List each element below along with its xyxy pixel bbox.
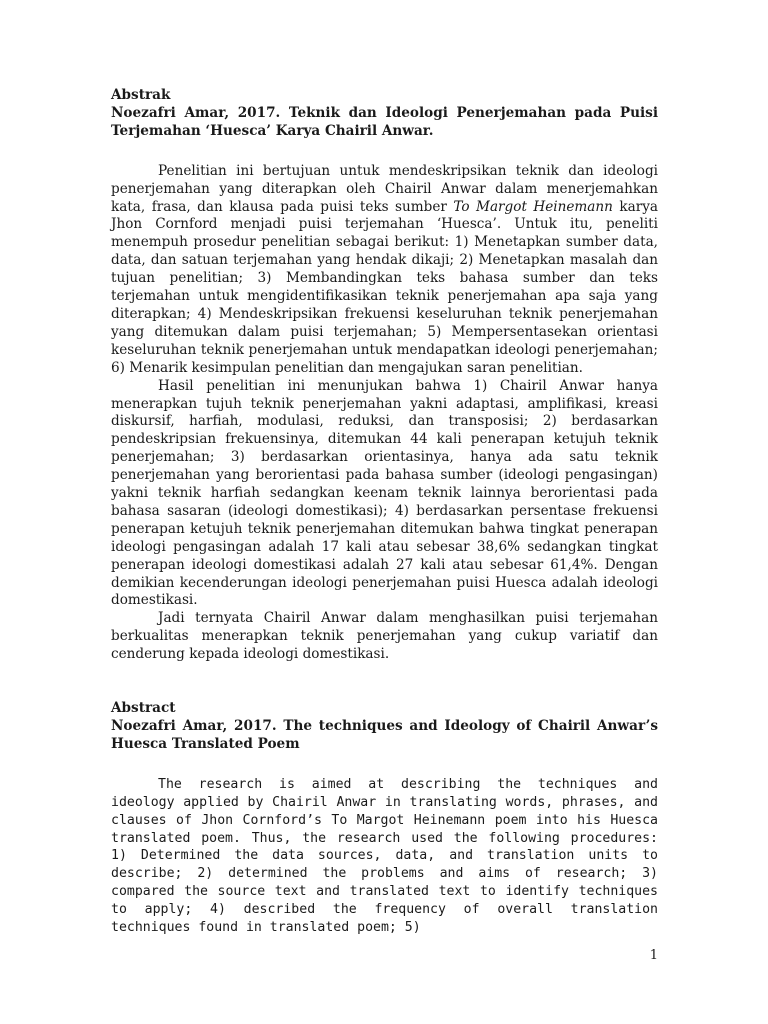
document-page bbox=[111, 87, 658, 937]
abstract-section bbox=[111, 700, 658, 937]
abstrak-p1-italic-title: To Margot Heinemann bbox=[453, 198, 613, 215]
abstrak-paragraph-2: Hasil penelitian ini menunjukan bahwa 1) Chairil Anwar hanya menerapkan tujuh teknik penerjemahan yakni adaptasi, amplifikasi, kreasi diskursif, harfiah, modulasi, reduksi, dan transposisi; 2) berdasarkan pendeskripsian frekuensinya, ditemukan 44 kali penerapan ketujuh teknik penerjemahan; 3) berdasarkan orientasinya, hanya ada satu teknik penerjemahan yang berorientasi pada bahasa sumber (ideologi pengasingan) yakni teknik harfiah sedangkan keenam teknik lainnya berorientasi pada bahasa sasaran (ideologi domestikasi); 4) berdasarkan persentase frekuensi penerapan ketujuh teknik penerjemahan ditemukan bahwa tingkat penerapan ideologi pengasingan adalah 17 kali atau sebesar 38,6% sedangkan tingkat penerapan ideologi domestikasi adalah 27 kali atau sebesar 61,4%. Dengan demikian kecenderungan ideologi penerjemahan puisi Huesca adalah ideologi domestikasi. bbox=[111, 377, 658, 609]
abstrak-heading: Abstrak bbox=[111, 87, 171, 103]
abstrak-paragraph-3: Jadi ternyata Chairil Anwar dalam menghasilkan puisi terjemahan berkualitas menerapkan teknik penerjemahan yang cukup variatif dan cenderung kepada ideologi domestikasi. bbox=[111, 610, 658, 663]
abstract-paragraph-1: The research is aimed at describing the techniques and ideology applied by Chairil Anwar in translating words, phrases, and clauses of Jhon Cornford’s To Margot Heinemann poem into his Huesca translated poem. Thus, the research used the following procedures: 1) Determined the data sources, data, and translation units to describe; 2) determined the problems and aims of research; 3) compared the source text and translated text to identify techniques to apply; 4) described the frequency of overall translation techniques found in translated poem; 5) bbox=[111, 776, 658, 936]
abstrak-p1-text-b: karya Jhon Cornford menjadi puisi terjemahan ‘Huesca’. Untuk itu, peneliti menempuh prosedur penelitian sebagai berikut: 1) Menetapkan sumber data, data, dan satuan terjemahan yang hendak dikaji; 2) Menetapkan masalah dan tujuan penelitian; 3) Membandingkan teks bahasa sumber dan teks terjemahan untuk mengidentifikasikan teknik penerjemahan apa saja yang diterapkan; 4) Mendeskripsikan frekuensi keseluruhan teknik penerjemahan yang ditemukan dalam puisi terjemahan; 5) Mempersentasekan orientasi keseluruhan teknik penerjemahan untuk mendapatkan ideologi penerjemahan; 6) Menarik kesimpulan penelitian dan mengajukan saran penelitian. bbox=[111, 198, 659, 376]
abstrak-section bbox=[111, 87, 658, 664]
page-number: 1 bbox=[649, 948, 658, 963]
abstrak-title: Noezafri Amar, 2017. Teknik dan Ideologi Penerjemahan pada Puisi Terjemahan ‘Huesca’ Karya Chairil Anwar. bbox=[111, 104, 658, 139]
abstrak-p1-text-a: Penelitian ini bertujuan untuk mendeskripsikan teknik dan ideologi penerjemahan yang diterapkan oleh Chairil Anwar dalam menerjemahkan kata, frasa, dan klausa pada puisi teks sumber bbox=[111, 162, 658, 215]
abstrak-paragraph-1 bbox=[111, 163, 658, 378]
abstract-heading: Abstract bbox=[111, 700, 176, 717]
abstract-title: Noezafri Amar, 2017. The techniques and Ideology of Chairil Anwar’s Huesca Translated Poem bbox=[111, 718, 658, 752]
